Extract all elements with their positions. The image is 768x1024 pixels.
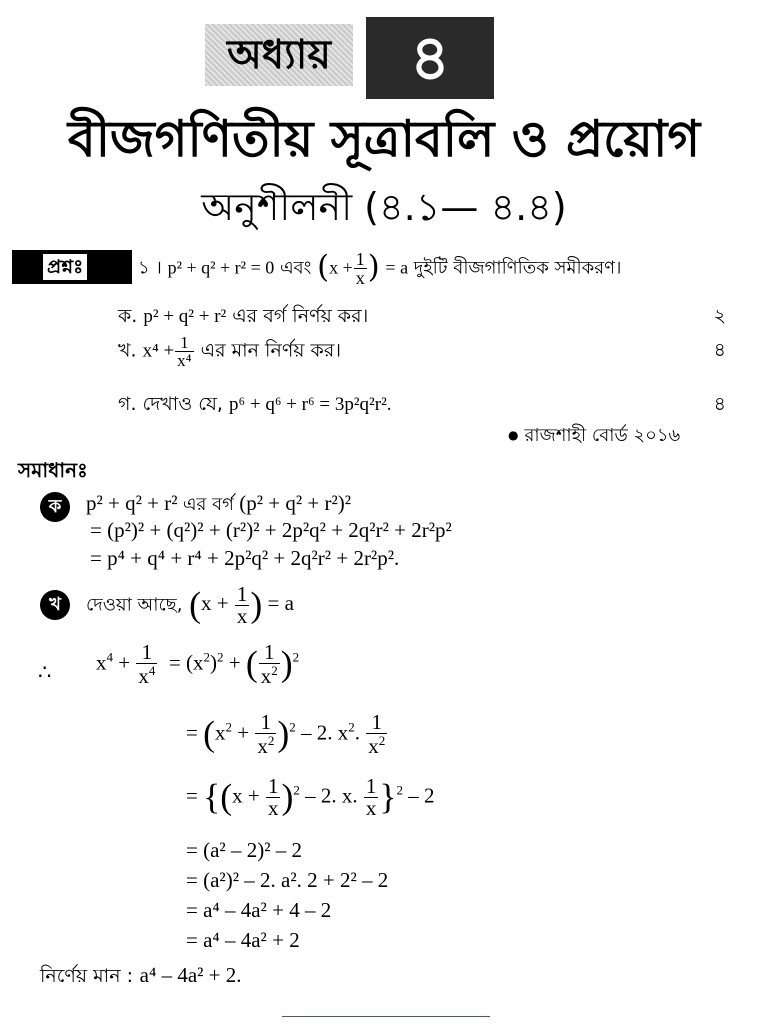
solution-kha-step7: = a⁴ – 4a² + 2 [186,928,300,952]
question-badge [12,250,132,284]
solution-ka-line2: = (p²)² + (q²)² + (r²)² + 2p²q² + 2q²r² + 2r²p² [90,518,452,542]
question-statement: ১ । p² + q² + r² = 0 এবং (x + $\frac{1}{x}$ ) = a দুইটি বীজগাণিতিক সমীকরণ। [138,249,622,288]
solution-kha-given: দেওয়া আছে, (x + $\frac{1}{x}$ ) = a [86,582,294,628]
solution-kha-step1: $x^4$ + $\frac{1}{x^4}$ = $(x^2)^2$ + ( $\frac{1}{x^2}$ )$^2$ [96,640,300,688]
footer-divider [282,1016,490,1017]
solution-ka-badge: ক [40,492,70,522]
page-title: বীজগণিতীয় সূত্রাবলি ও প্রয়োগ [67,110,701,168]
marks-ga: ৪ [713,393,726,415]
solution-kha-step6: = a⁴ – 4a² + 4 – 2 [186,898,332,922]
marks-kha: ৪ [713,339,726,361]
solution-heading: সমাধানঃ [18,458,88,482]
question-item-ga: গ. দেখাও যে, p⁶ + q⁶ + r⁶ = 3p²q²r². [118,393,392,415]
question-badge-label: প্রশ্নঃ [42,253,88,281]
question-item-kha: খ. x⁴ + $\frac{1}{\text{x⁴}}$ এর মান নির্ণয় কর। [118,333,342,370]
solution-ka-line3: = p⁴ + q⁴ + r⁴ + 2p²q² + 2q²r² + 2r²p². [90,546,400,570]
exercise-heading: অনুশীলনী (৪.১— ৪.৪) [201,185,567,229]
solution-kha-step5: = (a²)² – 2. a². 2 + 2² – 2 [186,868,389,892]
final-answer: নির্ণেয় মান : a⁴ – 4a² + 2. [40,963,242,987]
marks-ka: ২ [713,305,726,327]
solution-kha-step4: = (a² – 2)² – 2 [186,838,302,862]
solution-ka-line1: p² + q² + r² এর বর্গ (p² + q² + r²)² [86,491,352,515]
solution-kha-step2: = ($x^2$ + $\frac{1}{x^2}$ )$^2$ – 2. $x^2$. $\frac{1}{x^2}$ [186,710,386,758]
therefore-symbol: ∴ [38,660,52,684]
board-reference: ● রাজশাহী বোর্ড ২০১৬ [508,421,680,452]
chapter-label: অধ্যায় [205,24,353,86]
question-item-ka: ক. p² + q² + r² এর বর্গ নির্ণয় কর। [118,305,369,327]
chapter-number: ৪ [366,17,494,99]
solution-kha-step3: = {(x + $\frac{1}{x}$ )$^2$ – 2. x. $\frac{1}{x}$ }$^2$ – 2 [186,774,435,820]
solution-kha-badge: খ [40,590,70,620]
